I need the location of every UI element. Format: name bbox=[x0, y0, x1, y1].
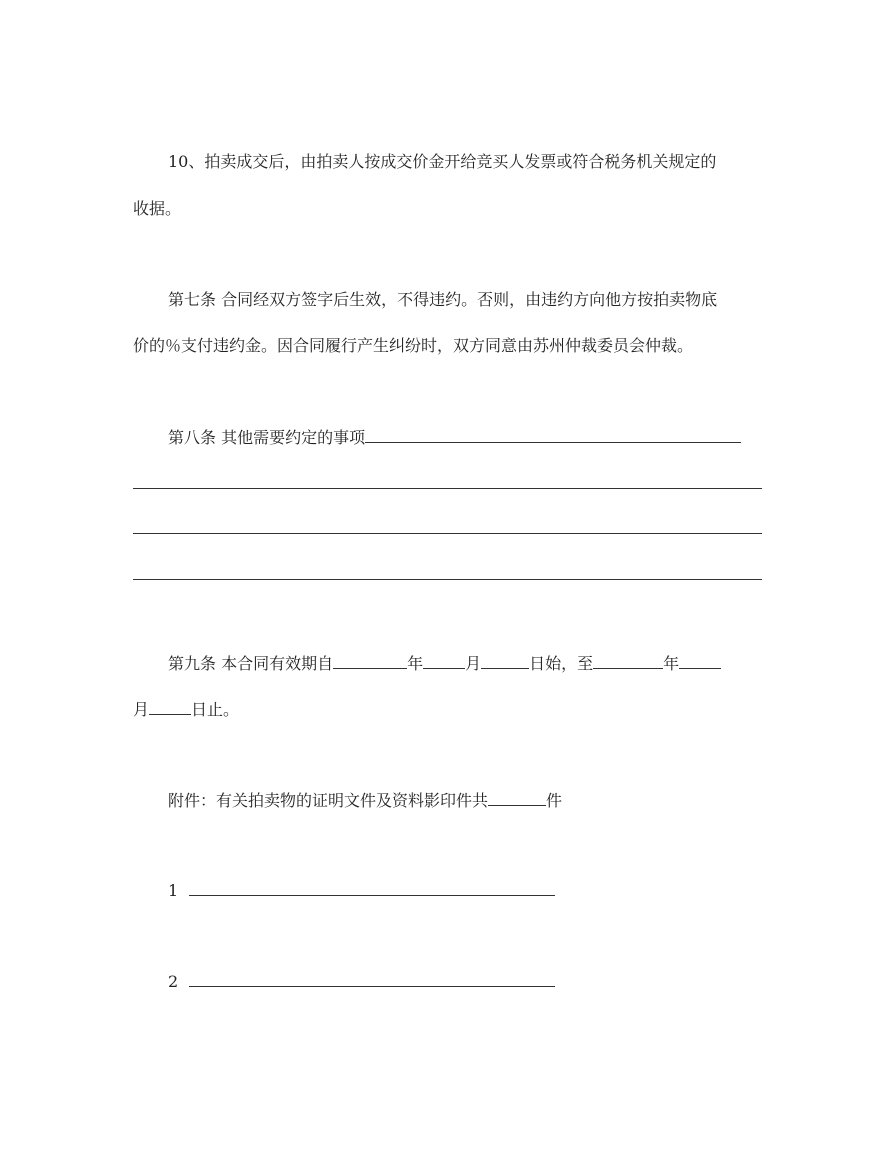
article-7-line-2: 价的％支付违约金。因合同履行产生纠纷时，双方同意由苏州仲裁委员会仲裁。 bbox=[133, 336, 694, 355]
article-9-year-label: 年 bbox=[407, 654, 424, 673]
attachment-count-blank[interactable] bbox=[488, 790, 546, 806]
article-8-blank-line-1[interactable] bbox=[133, 488, 762, 489]
attachment-item-1-number: 1 bbox=[168, 881, 179, 900]
article-9-day-start-label: 日始，至 bbox=[529, 654, 594, 673]
article-8-blank-line-2[interactable] bbox=[133, 533, 762, 534]
article-9-year2-label: 年 bbox=[663, 654, 680, 673]
article-8-label: 第八条 其他需要约定的事项 bbox=[168, 428, 366, 447]
attachment-item-1 bbox=[168, 880, 555, 901]
start-year-blank[interactable] bbox=[333, 653, 407, 669]
attachment-item-1-blank[interactable] bbox=[189, 880, 555, 896]
clause-10-line-1: 10、拍卖成交后，由拍卖人按成交价金开给竞买人发票或符合税务机关规定的 bbox=[168, 152, 717, 171]
attachment-item-2-number: 2 bbox=[168, 972, 179, 991]
attachment-item-2-blank[interactable] bbox=[189, 971, 555, 987]
attachment-suffix: 件 bbox=[546, 791, 563, 810]
article-9-line-1 bbox=[168, 653, 721, 674]
clause-10-line-2: 收据。 bbox=[133, 199, 182, 218]
end-day-blank[interactable] bbox=[149, 699, 191, 715]
article-9-day-end-label: 日止。 bbox=[191, 700, 240, 719]
start-day-blank[interactable] bbox=[481, 653, 529, 669]
end-month-blank-part[interactable] bbox=[679, 653, 721, 669]
article-7-line-1: 第七条 合同经双方签字后生效，不得违约。否则，由违约方向他方按拍卖物底 bbox=[168, 290, 718, 309]
article-9-line-2 bbox=[133, 699, 239, 720]
end-year-blank[interactable] bbox=[593, 653, 663, 669]
attachment-item-2 bbox=[168, 971, 555, 992]
attachment-prefix: 附件：有关拍卖物的证明文件及资料影印件共 bbox=[168, 791, 489, 810]
article-9-prefix: 第九条 本合同有效期自 bbox=[168, 654, 334, 673]
article-8-blank[interactable] bbox=[365, 427, 741, 443]
article-8-blank-line-3[interactable] bbox=[133, 579, 762, 580]
article-8-heading bbox=[168, 427, 741, 448]
article-9-month-label: 月 bbox=[465, 654, 482, 673]
attachment-line bbox=[168, 790, 562, 811]
start-month-blank[interactable] bbox=[423, 653, 465, 669]
article-9-month2-label: 月 bbox=[133, 700, 150, 719]
